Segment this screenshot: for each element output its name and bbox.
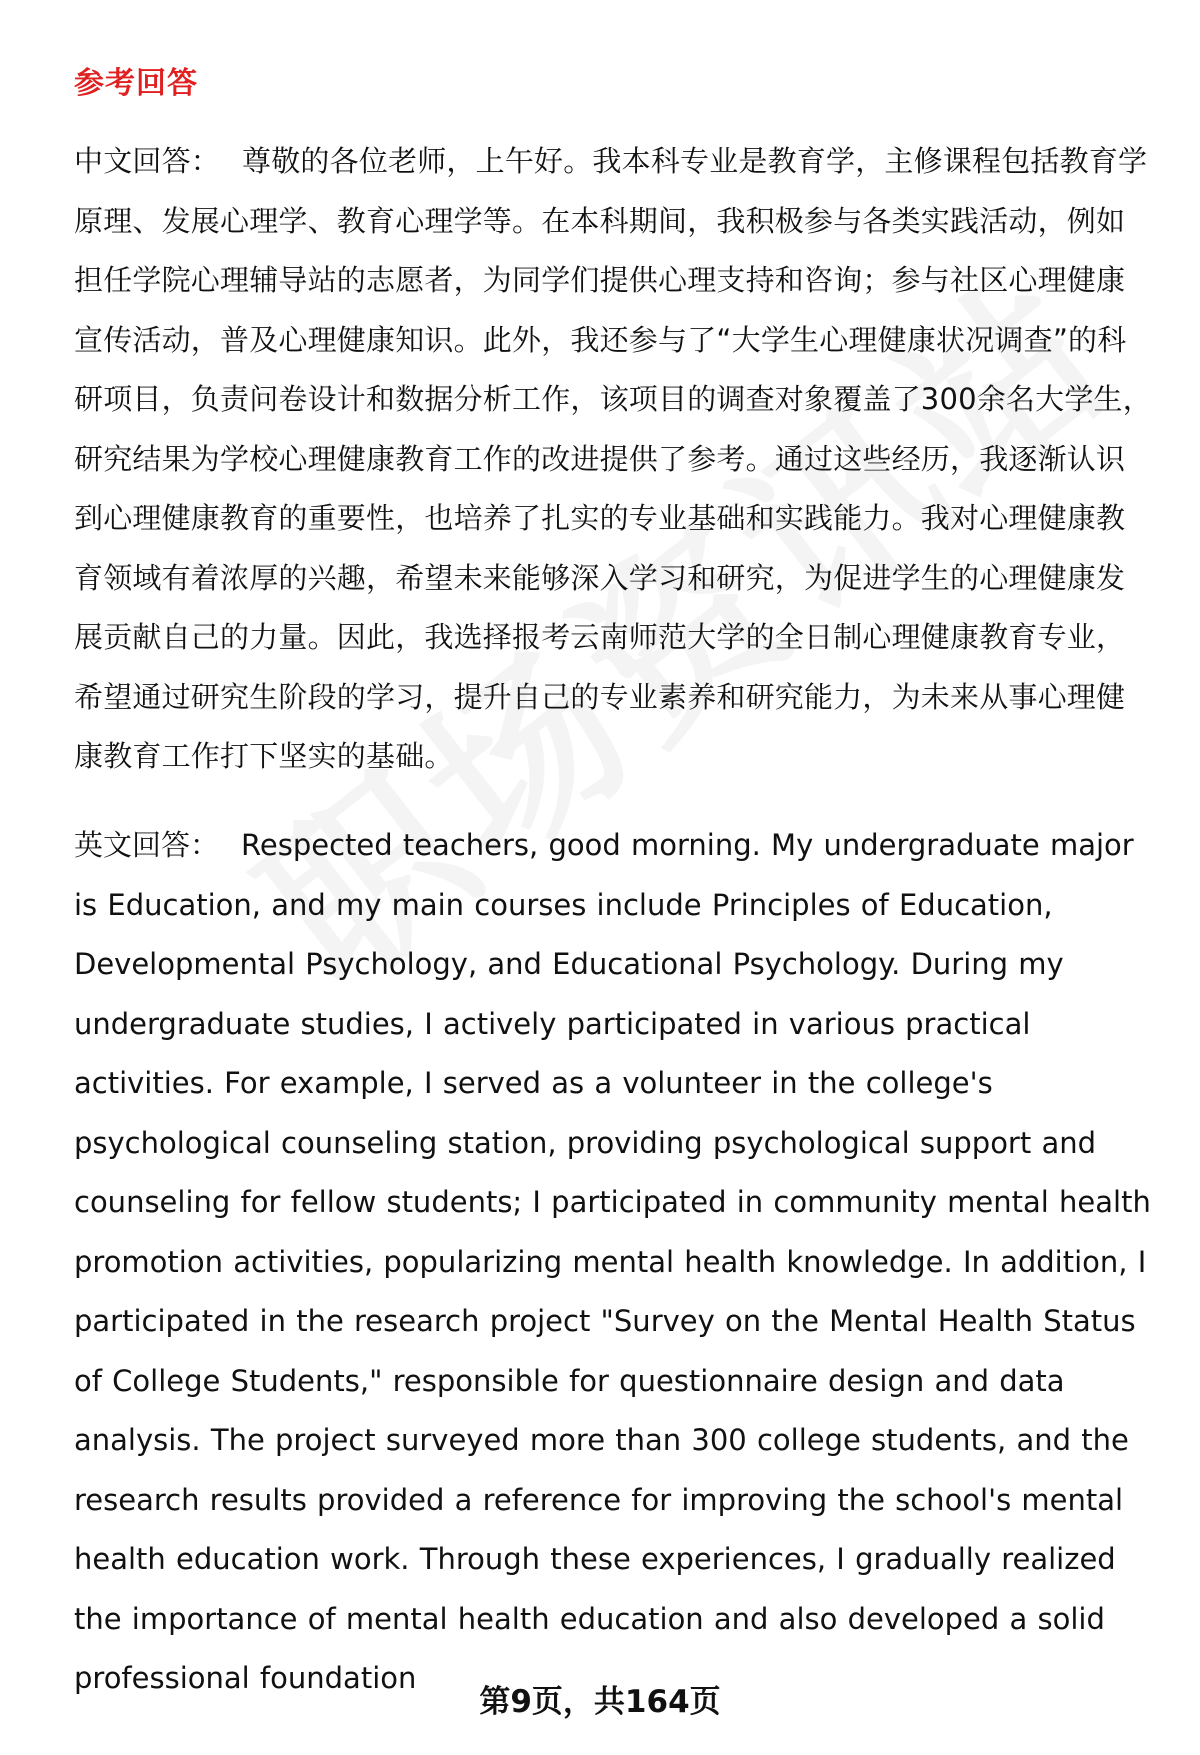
- english-answer-text: Respected teachers, good morning. My undergraduate major is Education, and my main courses include Principles of Education, Developmental Psychology, and Educational Psychology. During my undergraduate studies, I actively participated in various practical activities. For example, I served as a volunteer in the college's psychological counseling station, providing psychological support and counseling for fellow students; I participated in community mental health promotion activities, popularizing mental health knowledge. In addition, I participated in the research project "Survey on the Mental Health Status of College Students," responsible for questionnaire design and data analysis. The project surveyed more than 300 college students, and the research results provided a reference for improving the school's mental health education work. Through these experiences, I gradually realized the importance of mental health education and also developed a solid professional foundation: [74, 828, 1151, 1695]
- english-answer-label: 英文回答：: [74, 828, 220, 862]
- chinese-answer-paragraph: [74, 132, 1154, 787]
- english-answer-paragraph: [74, 816, 1154, 1709]
- chinese-answer-label: 中文回答：: [74, 144, 221, 178]
- chinese-answer-text: 尊敬的各位老师，上午好。我本科专业是教育学，主修课程包括教育学原理、发展心理学、教育心理学等。在本科期间，我积极参与各类实践活动，例如担任学院心理辅导站的志愿者，为同学们提供心理支持和咨询；参与社区心理健康宣传活动，普及心理健康知识。此外，我还参与了“大学生心理健康状况调查”的科研项目，负责问卷设计和数据分析工作，该项目的调查对象覆盖了300余名大学生，研究结果为学校心理健康教育工作的改进提供了参考。通过这些经历，我逐渐认识到心理健康教育的重要性，也培养了扎实的专业基础和实践能力。我对心理健康教育领域有着浓厚的兴趣，希望未来能够深入学习和研究，为促进学生的心理健康发展贡献自己的力量。因此，我选择报考云南师范大学的全日制心理健康教育专业，希望通过研究生阶段的学习，提升自己的专业素养和研究能力，为未来从事心理健康教育工作打下坚实的基础。: [74, 144, 1152, 773]
- page-number: 第9页，共164页: [479, 1684, 721, 1720]
- section-heading: 参考回答: [74, 66, 198, 101]
